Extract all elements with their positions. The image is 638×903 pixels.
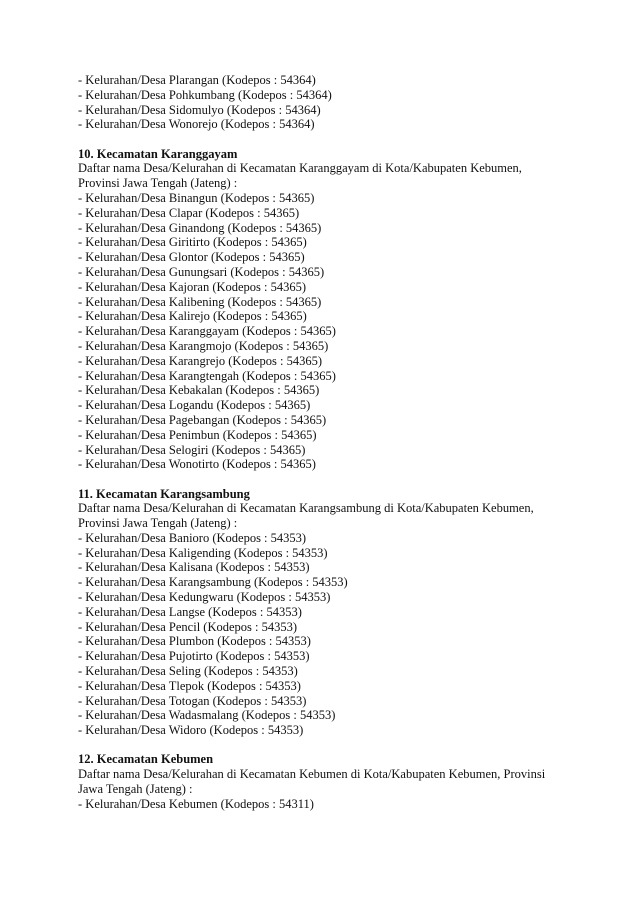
list-item: - Kelurahan/Desa Plarangan (Kodepos : 54364)	[78, 73, 316, 87]
section-karangsambung	[78, 487, 578, 739]
section-kebumen	[78, 752, 578, 811]
section-description: Daftar nama Desa/Kelurahan di Kecamatan Karangsambung di Kota/Kabupaten Kebumen,	[78, 501, 534, 516]
list-item: - Kelurahan/Desa Kedungwaru (Kodepos : 54353)	[78, 590, 331, 605]
list-item: - Kelurahan/Desa Karangmojo (Kodepos : 54365)	[78, 338, 329, 353]
list-item: - Kelurahan/Desa Plumbon (Kodepos : 54353)	[78, 634, 311, 649]
list-item: - Kelurahan/Desa Pagebangan (Kodepos : 54365)	[78, 412, 327, 427]
list-item: - Kelurahan/Desa Kebumen (Kodepos : 54311)	[78, 796, 314, 811]
list-item: - Kelurahan/Desa Tlepok (Kodepos : 54353)	[78, 678, 301, 693]
list-item: - Kelurahan/Desa Kalibening (Kodepos : 54365)	[78, 294, 322, 309]
list-item: - Kelurahan/Desa Ginandong (Kodepos : 54365)	[78, 220, 322, 235]
list-item: - Kelurahan/Desa Pujotirto (Kodepos : 54353)	[78, 649, 310, 664]
section-karanggayam	[78, 147, 578, 473]
list-item: - Kelurahan/Desa Wadasmalang (Kodepos : 54353)	[78, 708, 336, 723]
list-item: - Kelurahan/Desa Kalirejo (Kodepos : 54365)	[78, 309, 307, 324]
list-item: - Kelurahan/Desa Kajoran (Kodepos : 54365)	[78, 279, 307, 294]
list-item: - Kelurahan/Desa Binangun (Kodepos : 54365)	[78, 190, 315, 205]
list-item: - Kelurahan/Desa Kaligending (Kodepos : 54353)	[78, 545, 328, 560]
list-item: - Kelurahan/Desa Selogiri (Kodepos : 54365)	[78, 442, 306, 457]
list-item: - Kelurahan/Desa Penimbun (Kodepos : 54365)	[78, 427, 317, 442]
list-item: - Kelurahan/Desa Widoro (Kodepos : 54353)	[78, 723, 304, 738]
list-item: - Kelurahan/Desa Kalisana (Kodepos : 54353)	[78, 560, 310, 575]
list-item: - Kelurahan/Desa Sidomulyo (Kodepos : 54364)	[78, 102, 321, 117]
section-description: Daftar nama Desa/Kelurahan di Kecamatan Kebumen di Kota/Kabupaten Kebumen, Provinsi	[78, 767, 546, 782]
list-item: - Kelurahan/Desa Wonotirto (Kodepos : 54365)	[78, 457, 316, 472]
list-item: - Kelurahan/Desa Giritirto (Kodepos : 54365)	[78, 235, 307, 250]
section-description: Provinsi Jawa Tengah (Jateng) :	[78, 176, 238, 191]
list-item: - Kelurahan/Desa Clapar (Kodepos : 54365)	[78, 205, 300, 220]
list-item: - Kelurahan/Desa Karangsambung (Kodepos : 54353)	[78, 575, 348, 590]
list-item: - Kelurahan/Desa Gunungsari (Kodepos : 54365)	[78, 264, 325, 279]
list-item: - Kelurahan/Desa Totogan (Kodepos : 54353)	[78, 693, 307, 708]
section-description: Daftar nama Desa/Kelurahan di Kecamatan Karanggayam di Kota/Kabupaten Kebumen,	[78, 161, 522, 176]
list-item: - Kelurahan/Desa Karangrejo (Kodepos : 54365)	[78, 353, 323, 368]
list-item: - Kelurahan/Desa Karanggayam (Kodepos : 54365)	[78, 324, 336, 339]
list-item: - Kelurahan/Desa Karangtengah (Kodepos : 54365)	[78, 368, 336, 383]
section-heading: 10. Kecamatan Karanggayam	[78, 146, 238, 161]
section-heading: 11. Kecamatan Karangsambung	[78, 486, 250, 501]
list-item: - Kelurahan/Desa Logandu (Kodepos : 54365)	[78, 398, 311, 413]
intro-list	[78, 73, 578, 132]
document-page	[78, 73, 578, 812]
list-item: - Kelurahan/Desa Langse (Kodepos : 54353)	[78, 604, 302, 619]
list-item: - Kelurahan/Desa Pohkumbang (Kodepos : 54364)	[78, 87, 332, 102]
list-item: - Kelurahan/Desa Pencil (Kodepos : 54353)	[78, 619, 298, 634]
section-description: Jawa Tengah (Jateng) :	[78, 782, 193, 797]
list-item: - Kelurahan/Desa Seling (Kodepos : 54353)	[78, 664, 298, 679]
list-item: - Kelurahan/Desa Kebakalan (Kodepos : 54365)	[78, 383, 320, 398]
list-item: - Kelurahan/Desa Glontor (Kodepos : 54365)	[78, 250, 305, 265]
section-description: Provinsi Jawa Tengah (Jateng) :	[78, 516, 238, 531]
list-item: - Kelurahan/Desa Wonorejo (Kodepos : 54364)	[78, 117, 315, 132]
list-item: - Kelurahan/Desa Banioro (Kodepos : 54353)	[78, 530, 307, 545]
section-heading: 12. Kecamatan Kebumen	[78, 752, 214, 767]
